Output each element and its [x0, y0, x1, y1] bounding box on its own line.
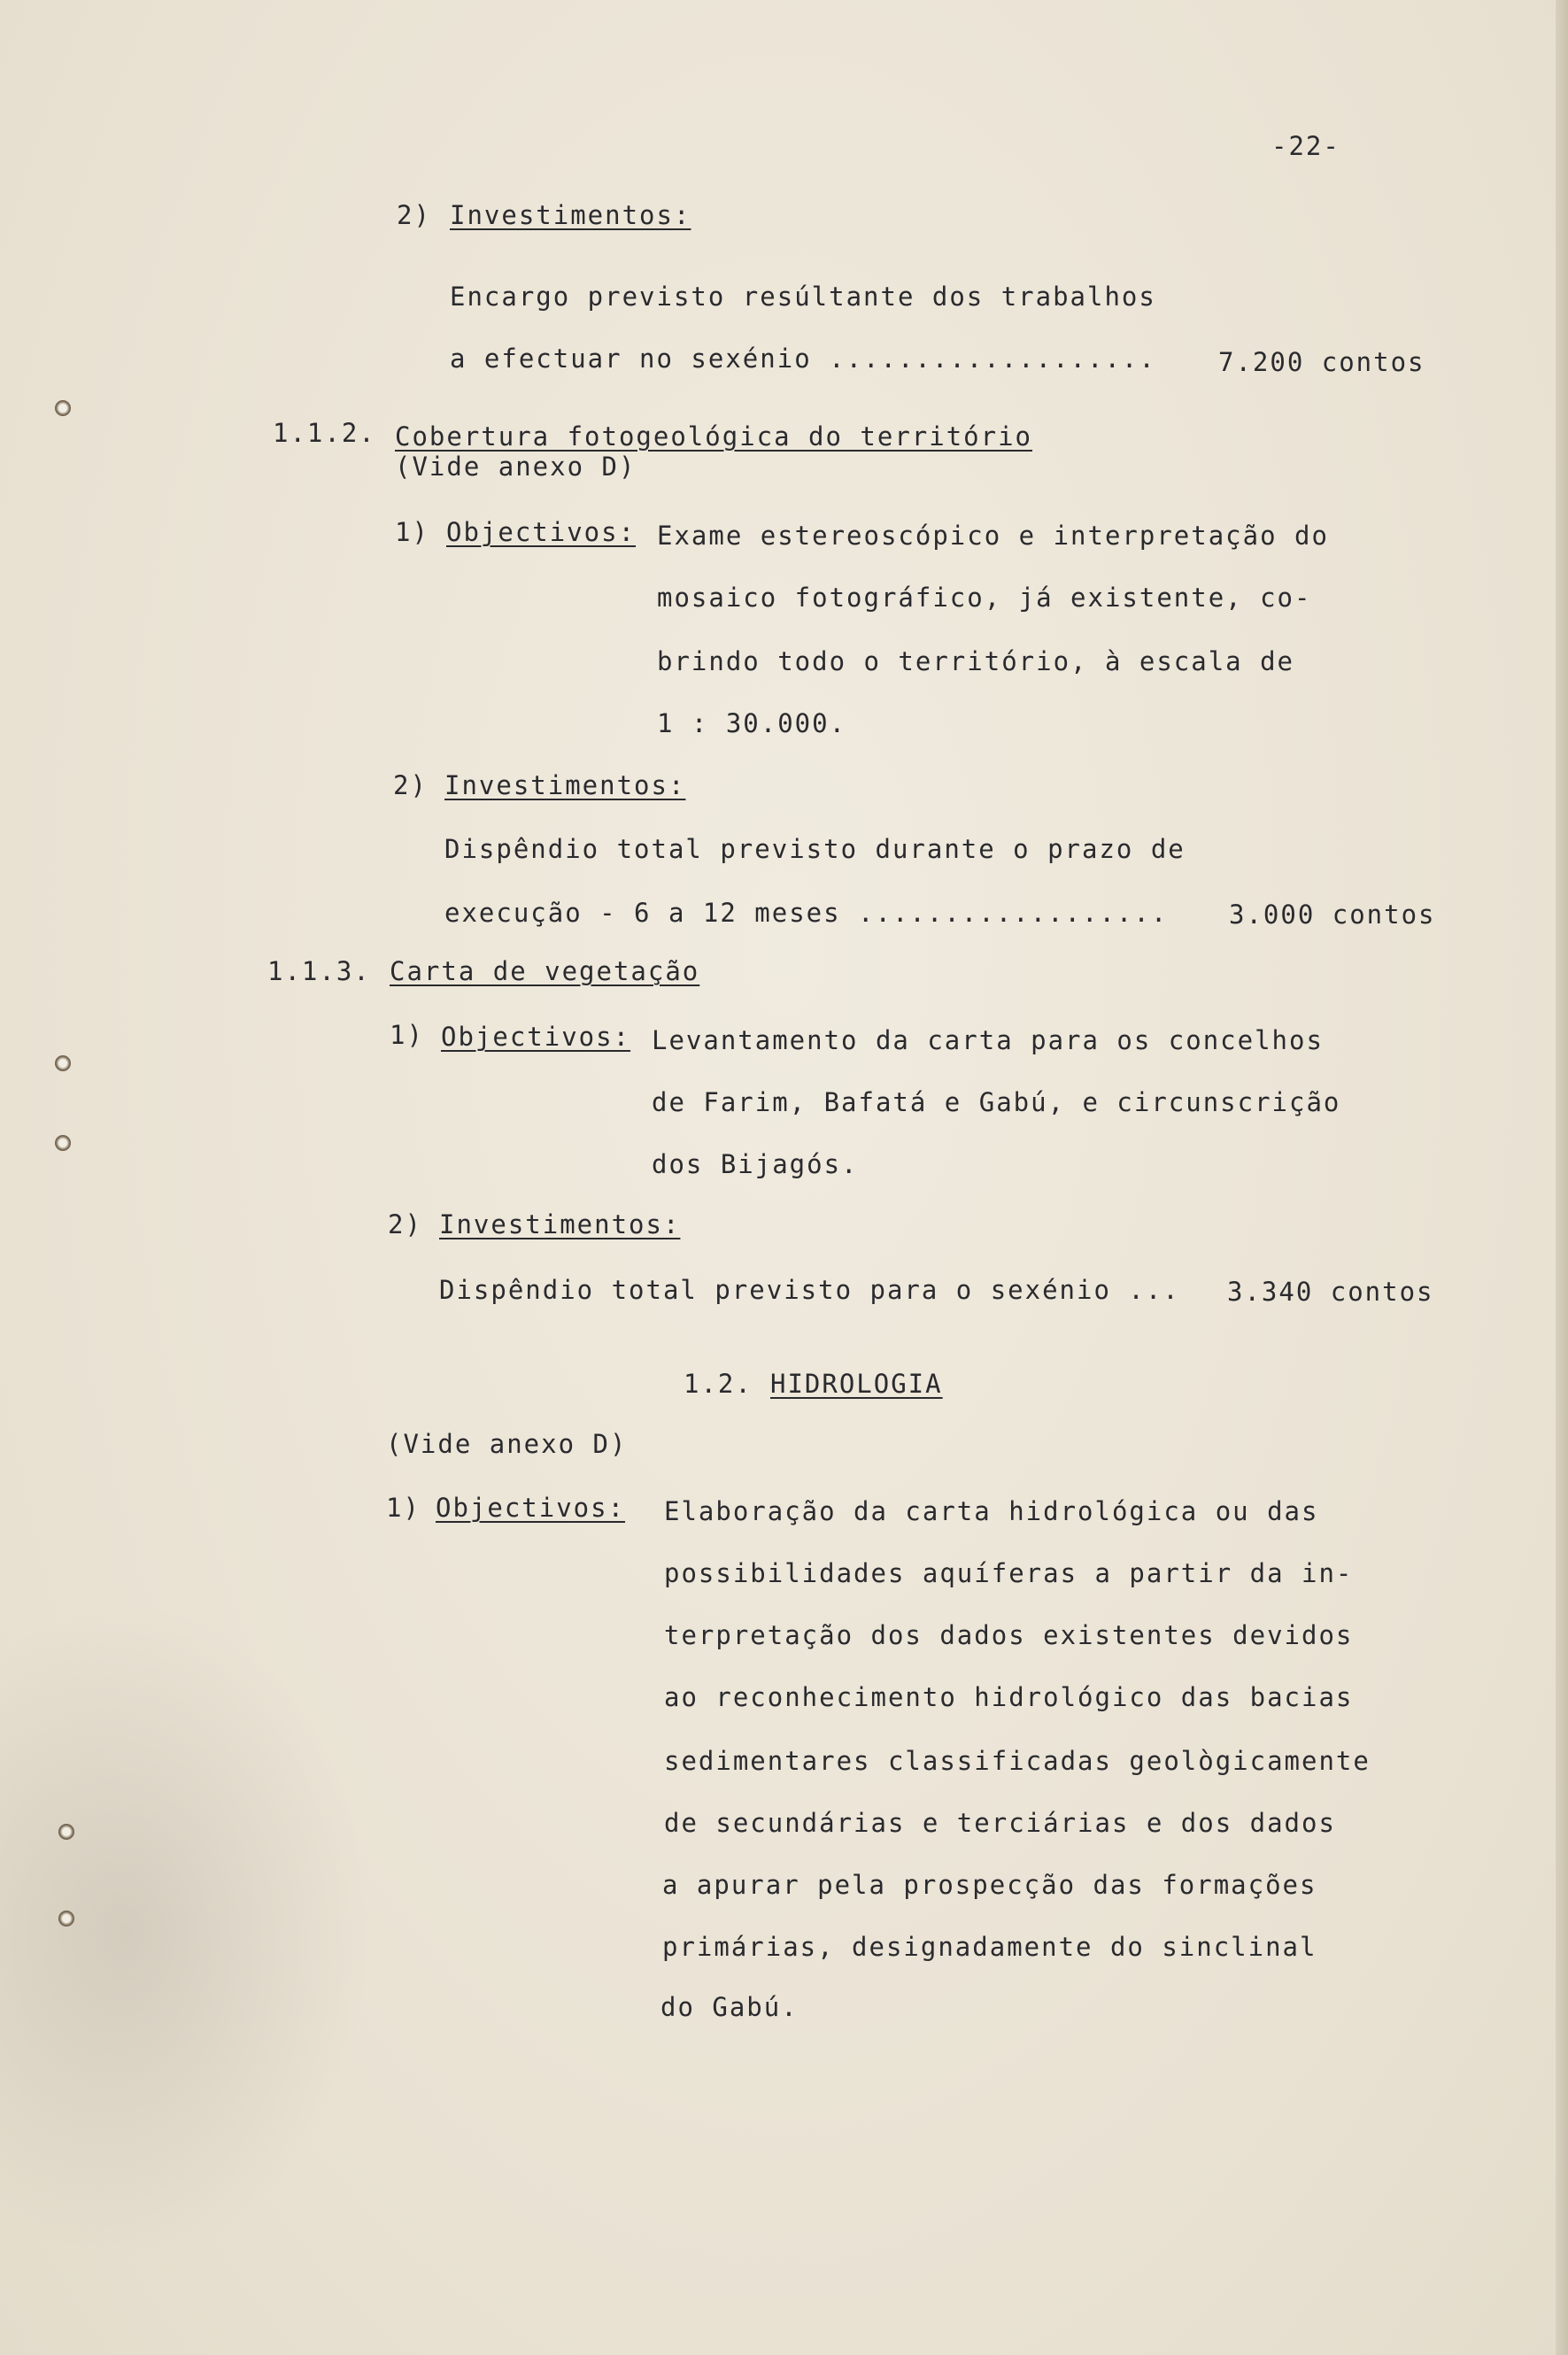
page-edge: [1556, 0, 1568, 2355]
text-line: Levantamento da carta para os concelhos: [652, 1025, 1324, 1055]
investimentos-heading: Investimentos:: [439, 1209, 681, 1239]
text-line: possibilidades aquíferas a partir da in-: [664, 1558, 1354, 1588]
text-line: brindo todo o território, à escala de: [657, 646, 1295, 676]
text-line: de secundárias e terciárias e dos dados: [664, 1808, 1336, 1838]
binder-hole: [55, 400, 71, 416]
item-number: 2): [388, 1209, 422, 1239]
text-line: de Farim, Bafatá e Gabú, e circunscrição: [652, 1087, 1341, 1117]
item-number: 2): [397, 200, 431, 230]
text-line: execução - 6 a 12 meses ..................: [444, 898, 1169, 928]
objectivos-heading: Objectivos:: [436, 1493, 626, 1523]
binder-hole: [58, 1911, 74, 1926]
text-line: primárias, designadamente do sinclinal: [662, 1932, 1317, 1962]
text-line: Dispêndio total previsto para o sexénio ...: [439, 1275, 1180, 1305]
item-number: 1): [390, 1020, 424, 1050]
text-line: mosaico fotográfico, já existente, co-: [657, 583, 1312, 613]
text-line: a efectuar no sexénio ...................: [450, 344, 1156, 374]
section-title: Cobertura fotogeológica do território: [395, 421, 1033, 452]
amount: 3.000 contos: [1229, 900, 1436, 930]
text-line: dos Bijagós.: [652, 1149, 859, 1179]
binder-hole: [55, 1055, 71, 1071]
text-line: a apurar pela prospecção das formações: [662, 1870, 1317, 1900]
annex-reference: (Vide anexo D): [395, 452, 637, 482]
text-line: Elaboração da carta hidrológica ou das: [664, 1496, 1319, 1526]
section-number: 1.1.2.: [273, 418, 376, 448]
annex-reference: (Vide anexo D): [386, 1429, 628, 1459]
page-number: -22-: [1271, 131, 1340, 161]
objectivos-heading: Objectivos:: [441, 1022, 631, 1052]
text-line: Dispêndio total previsto durante o prazo de: [444, 834, 1186, 864]
investimentos-heading: Investimentos:: [444, 770, 686, 800]
amount: 7.200 contos: [1218, 347, 1425, 377]
objectivos-heading: Objectivos:: [446, 517, 637, 547]
section-title: Carta de vegetação: [390, 956, 700, 986]
text-line: Encargo previsto resúltante dos trabalhos: [450, 282, 1156, 312]
text-line: 1 : 30.000.: [657, 708, 847, 738]
item-number: 1): [395, 517, 429, 547]
investimentos-heading: Investimentos:: [450, 200, 691, 230]
amount: 3.340 contos: [1227, 1277, 1434, 1307]
binder-hole: [55, 1135, 71, 1151]
text-line: ao reconhecimento hidrológico das bacias: [664, 1682, 1354, 1712]
section-title: HIDROLOGIA: [770, 1369, 943, 1399]
text-line: Exame estereoscópico e interpretação do: [657, 521, 1329, 551]
text-line: do Gabú.: [660, 1992, 799, 2022]
item-number: 1): [386, 1493, 421, 1523]
binder-hole: [58, 1824, 74, 1840]
text-line: terpretação dos dados existentes devidos: [664, 1620, 1354, 1650]
text-line: sedimentares classificadas geològicamente: [664, 1746, 1371, 1776]
section-number: 1.2.: [684, 1369, 753, 1399]
section-number: 1.1.3.: [267, 956, 371, 986]
item-number: 2): [393, 770, 428, 800]
